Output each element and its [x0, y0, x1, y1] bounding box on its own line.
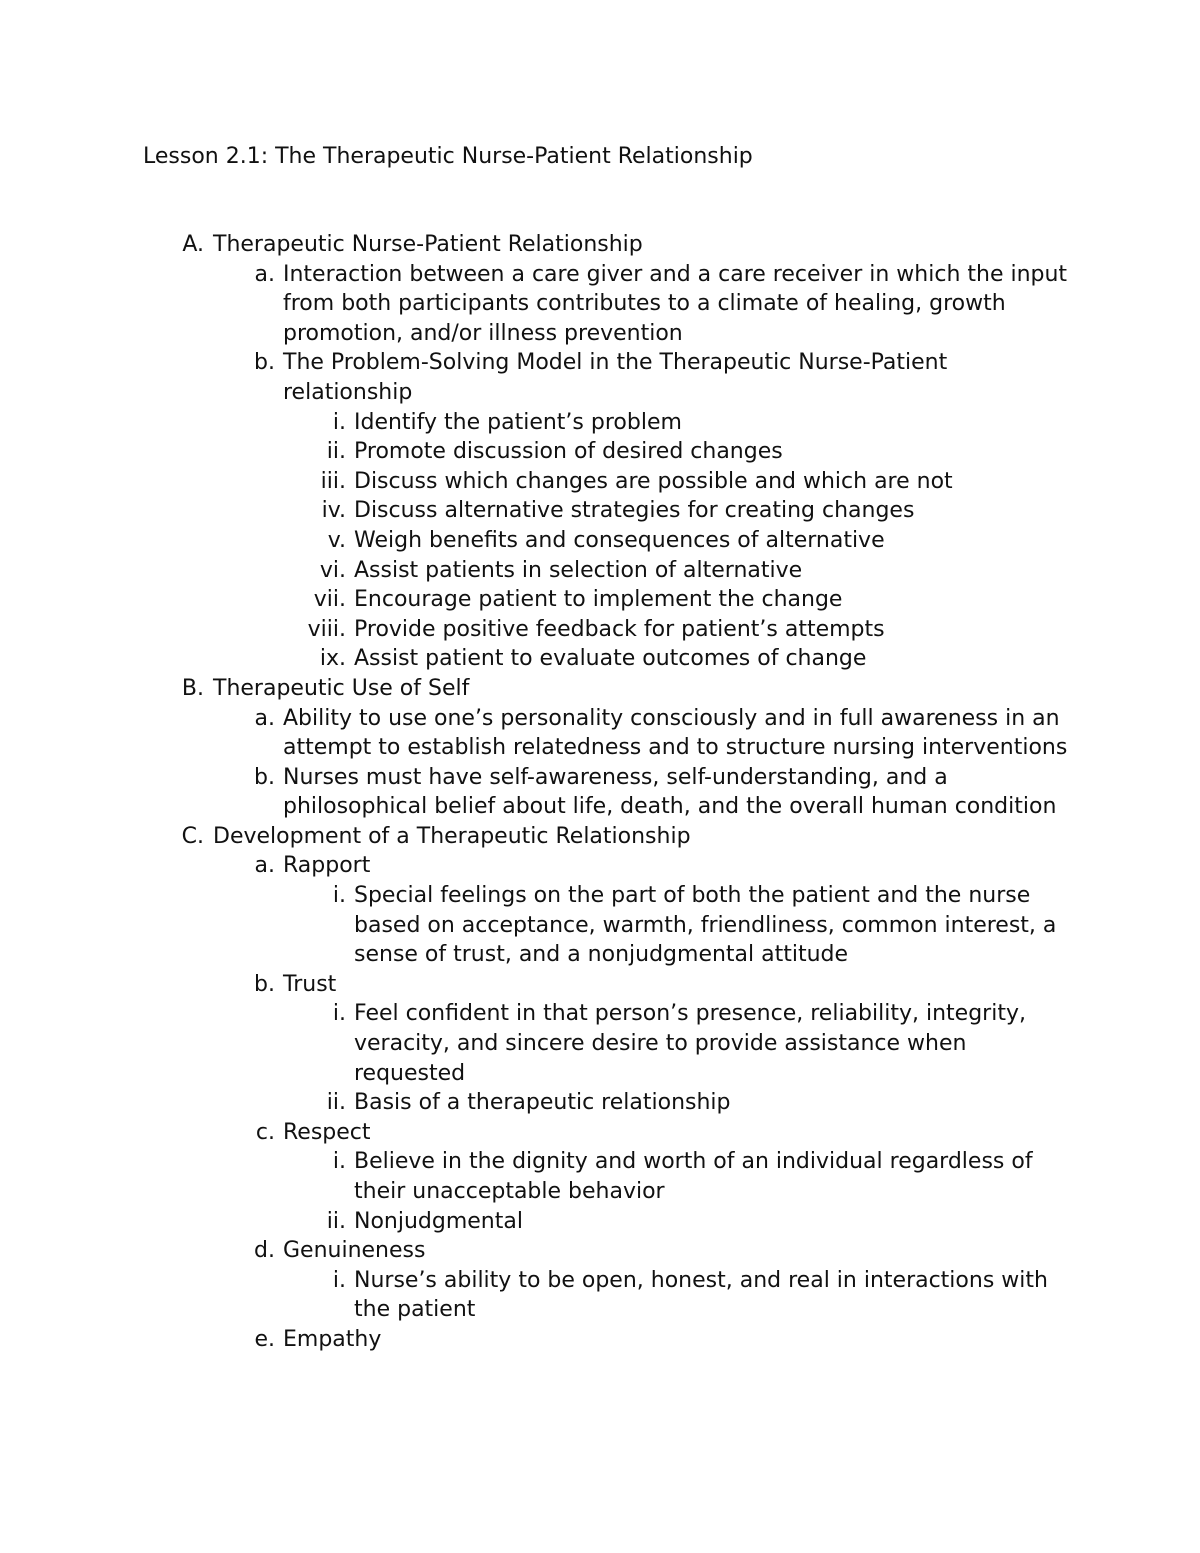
outline-marker: C. — [181, 823, 204, 849]
outline-marker: ii. — [326, 1208, 346, 1234]
outline-marker: a. — [254, 853, 275, 879]
outline-item — [0, 999, 1200, 1088]
outline-item — [0, 260, 1200, 349]
outline-item — [0, 526, 1200, 556]
outline-item — [0, 585, 1200, 615]
outline-marker: i. — [332, 409, 346, 435]
outline-item — [0, 556, 1200, 586]
outline-marker: i. — [332, 1001, 346, 1027]
outline-item — [0, 467, 1200, 497]
outline-marker: v. — [327, 527, 346, 553]
outline-marker: iv. — [321, 498, 346, 524]
outline-text: Feel confident in that person’s presence, reliability, integrity, veracity, and sincere desire to provide assistance when requested — [354, 1001, 1026, 1086]
outline-marker: i. — [332, 883, 346, 909]
outline-marker: ii. — [326, 439, 346, 465]
outline-item — [0, 408, 1200, 438]
outline-item — [0, 1207, 1200, 1237]
outline-marker: i. — [332, 1149, 346, 1175]
outline-item — [0, 822, 1200, 852]
outline-marker: vi. — [319, 557, 346, 583]
outline-marker: viii. — [307, 616, 346, 642]
outline-item — [0, 1147, 1200, 1206]
outline-item — [0, 881, 1200, 970]
outline-item — [0, 615, 1200, 645]
outline-item — [0, 644, 1200, 674]
outline-text: Basis of a therapeutic relationship — [354, 1090, 731, 1116]
outline-marker: i. — [332, 1267, 346, 1293]
outline-item — [0, 1266, 1200, 1325]
outline-text: Nonjudgmental — [354, 1208, 523, 1234]
outline-text: Rapport — [283, 853, 371, 879]
outline-marker: A. — [182, 232, 204, 257]
outline-item — [0, 1118, 1200, 1148]
outline-text: Believe in the dignity and worth of an individual regardless of their unacceptable behavior — [354, 1149, 1033, 1204]
outline-item — [0, 1088, 1200, 1118]
outline-text: Therapeutic Nurse-Patient Relationship — [213, 232, 643, 257]
outline-list — [0, 230, 1200, 1355]
outline-item — [0, 970, 1200, 1000]
outline-marker: vii. — [313, 587, 346, 613]
outline-text: Promote discussion of desired changes — [354, 439, 783, 465]
outline-item — [0, 1325, 1200, 1355]
outline-marker: c. — [255, 1119, 275, 1145]
outline-item — [0, 496, 1200, 526]
outline-item — [0, 348, 1200, 407]
outline-text: Genuineness — [283, 1238, 426, 1264]
outline-marker: ix. — [319, 646, 346, 672]
outline-text: Ability to use one’s personality consciously and in full awareness in an attempt to establish relatedness and to structure nursing interventions — [283, 705, 1068, 761]
outline-text: Assist patients in selection of alternative — [354, 557, 803, 583]
outline-marker: b. — [254, 971, 275, 997]
document-title: Lesson 2.1: The Therapeutic Nurse-Patient Relationship — [143, 144, 753, 169]
outline-item — [0, 1236, 1200, 1266]
outline-text: Trust — [283, 971, 337, 997]
outline-text: Provide positive feedback for patient’s attempts — [354, 616, 885, 642]
outline-item — [0, 437, 1200, 467]
outline-text: Identify the patient’s problem — [354, 409, 682, 435]
outline-marker: e. — [254, 1326, 275, 1352]
outline-marker: a. — [254, 261, 275, 287]
outline-marker: b. — [254, 764, 275, 790]
outline-text: Empathy — [283, 1326, 382, 1352]
outline-item — [0, 763, 1200, 822]
outline-text: Encourage patient to implement the change — [354, 587, 843, 613]
outline-text: Development of a Therapeutic Relationship — [213, 823, 691, 849]
outline-marker: d. — [254, 1238, 275, 1264]
outline-marker: b. — [254, 350, 275, 376]
outline-text: Weigh benefits and consequences of alternative — [354, 527, 885, 553]
outline-text: Respect — [283, 1119, 371, 1145]
outline-text: Discuss which changes are possible and which are not — [354, 468, 953, 494]
outline-text: Interaction between a care giver and a care receiver in which the input from both participants contributes to a climate of healing, growth promotion, and/or illness prevention — [283, 261, 1068, 346]
outline-text: Discuss alternative strategies for creating changes — [354, 498, 915, 524]
outline-text: Assist patient to evaluate outcomes of change — [354, 646, 867, 672]
outline-marker: iii. — [320, 468, 346, 494]
outline-text: Therapeutic Use of Self — [213, 675, 470, 701]
outline-text: Nurse’s ability to be open, honest, and real in interactions with the patient — [354, 1267, 1048, 1323]
outline-item — [0, 704, 1200, 763]
outline-marker: ii. — [326, 1090, 346, 1116]
outline-text: The Problem-Solving Model in the Therapeutic Nurse-Patient relationship — [283, 350, 948, 405]
outline-item — [0, 674, 1200, 704]
outline-text: Special feelings on the part of both the patient and the nurse based on acceptance, warmth, friendliness, common interest, a sense of trust, and a nonjudgmental attitude — [354, 883, 1057, 968]
outline-marker: B. — [181, 675, 204, 701]
outline-text: Nurses must have self-awareness, self-understanding, and a philosophical belief about life, death, and the overall human condition — [283, 764, 1057, 820]
outline-item — [0, 851, 1200, 881]
outline-marker: a. — [254, 705, 275, 731]
outline-item — [0, 230, 1200, 260]
